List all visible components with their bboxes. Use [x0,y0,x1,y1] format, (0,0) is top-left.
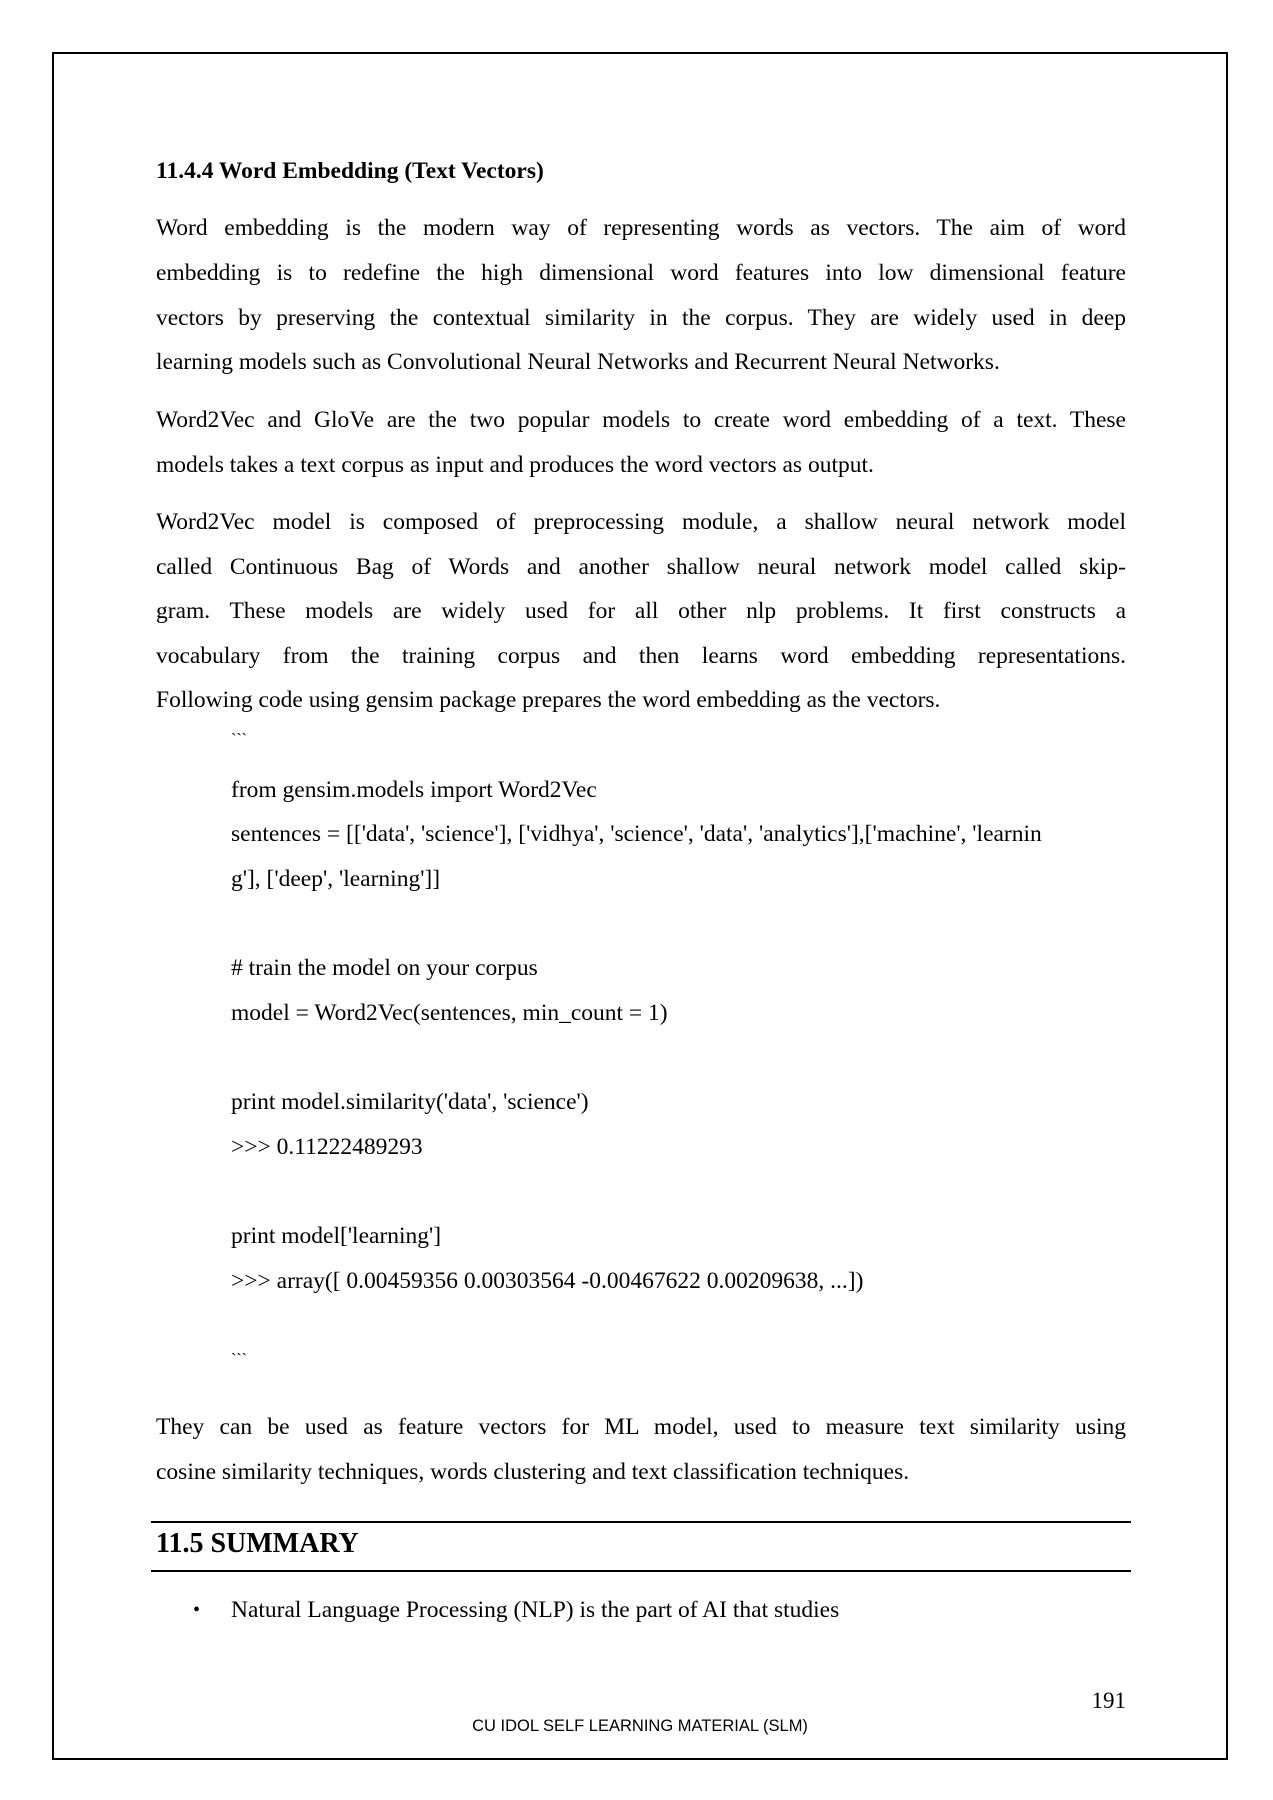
code-output: >>> array([ 0.00459356 0.00303564 -0.00467622 0.00209638, ...]) [231,1268,864,1294]
paragraph-line: Following code using gensim package prepares the word embedding as the vectors. [156,687,941,713]
code-line: sentences = [['data', 'science'], ['vidhya', 'science', 'data', 'analytics'],['machine', 'learnin [231,821,1042,847]
paragraph-line: vocabulary from the training corpus and then learns word embedding representations. [156,643,1126,669]
paragraph-line: gram. These models are widely used for all other nlp problems. It first constructs a [156,598,1126,624]
paragraph-line: Word embedding is the modern way of representing words as vectors. The aim of word [156,215,1126,241]
code-fence: ``` [231,1351,247,1368]
page-number: 191 [1091,1688,1126,1713]
code-comment: # train the model on your corpus [231,955,538,981]
paragraph-line: embedding is to redefine the high dimensional word features into low dimensional feature [156,260,1126,286]
footer-text: CU IDOL SELF LEARNING MATERIAL (SLM) [472,1717,808,1735]
heading-rule-bottom [151,1570,1131,1572]
section-heading: 11.4.4 Word Embedding (Text Vectors) [156,158,544,184]
paragraph-line: learning models such as Convolutional Neural Networks and Recurrent Neural Networks. [156,349,1000,375]
paragraph-line: Word2Vec and GloVe are the two popular models to create word embedding of a text. These [156,407,1126,433]
paragraph-line: vectors by preserving the contextual similarity in the corpus. They are widely used in deep [156,305,1126,331]
paragraph-line: They can be used as feature vectors for ML model, used to measure text similarity using [156,1414,1126,1440]
paragraph-line: models takes a text corpus as input and produces the word vectors as output. [156,452,874,478]
paragraph-line: called Continuous Bag of Words and another shallow neural network model called skip- [156,554,1126,580]
bullet-item: Natural Language Processing (NLP) is the part of AI that studies [231,1597,840,1623]
summary-heading: 11.5 SUMMARY [156,1528,359,1559]
bullet-icon: • [193,1599,201,1621]
paragraph-line: Word2Vec model is composed of preprocessing module, a shallow neural network model [156,509,1126,535]
code-line: g'], ['deep', 'learning']] [231,866,441,892]
code-line: print model.similarity('data', 'science') [231,1089,589,1115]
code-line: from gensim.models import Word2Vec [231,777,597,803]
code-fence: ``` [231,731,247,748]
code-output: >>> 0.11222489293 [231,1134,423,1160]
code-line: model = Word2Vec(sentences, min_count = 1) [231,1000,668,1026]
paragraph-line: cosine similarity techniques, words clustering and text classification techniques. [156,1459,910,1485]
code-line: print model['learning'] [231,1223,442,1249]
